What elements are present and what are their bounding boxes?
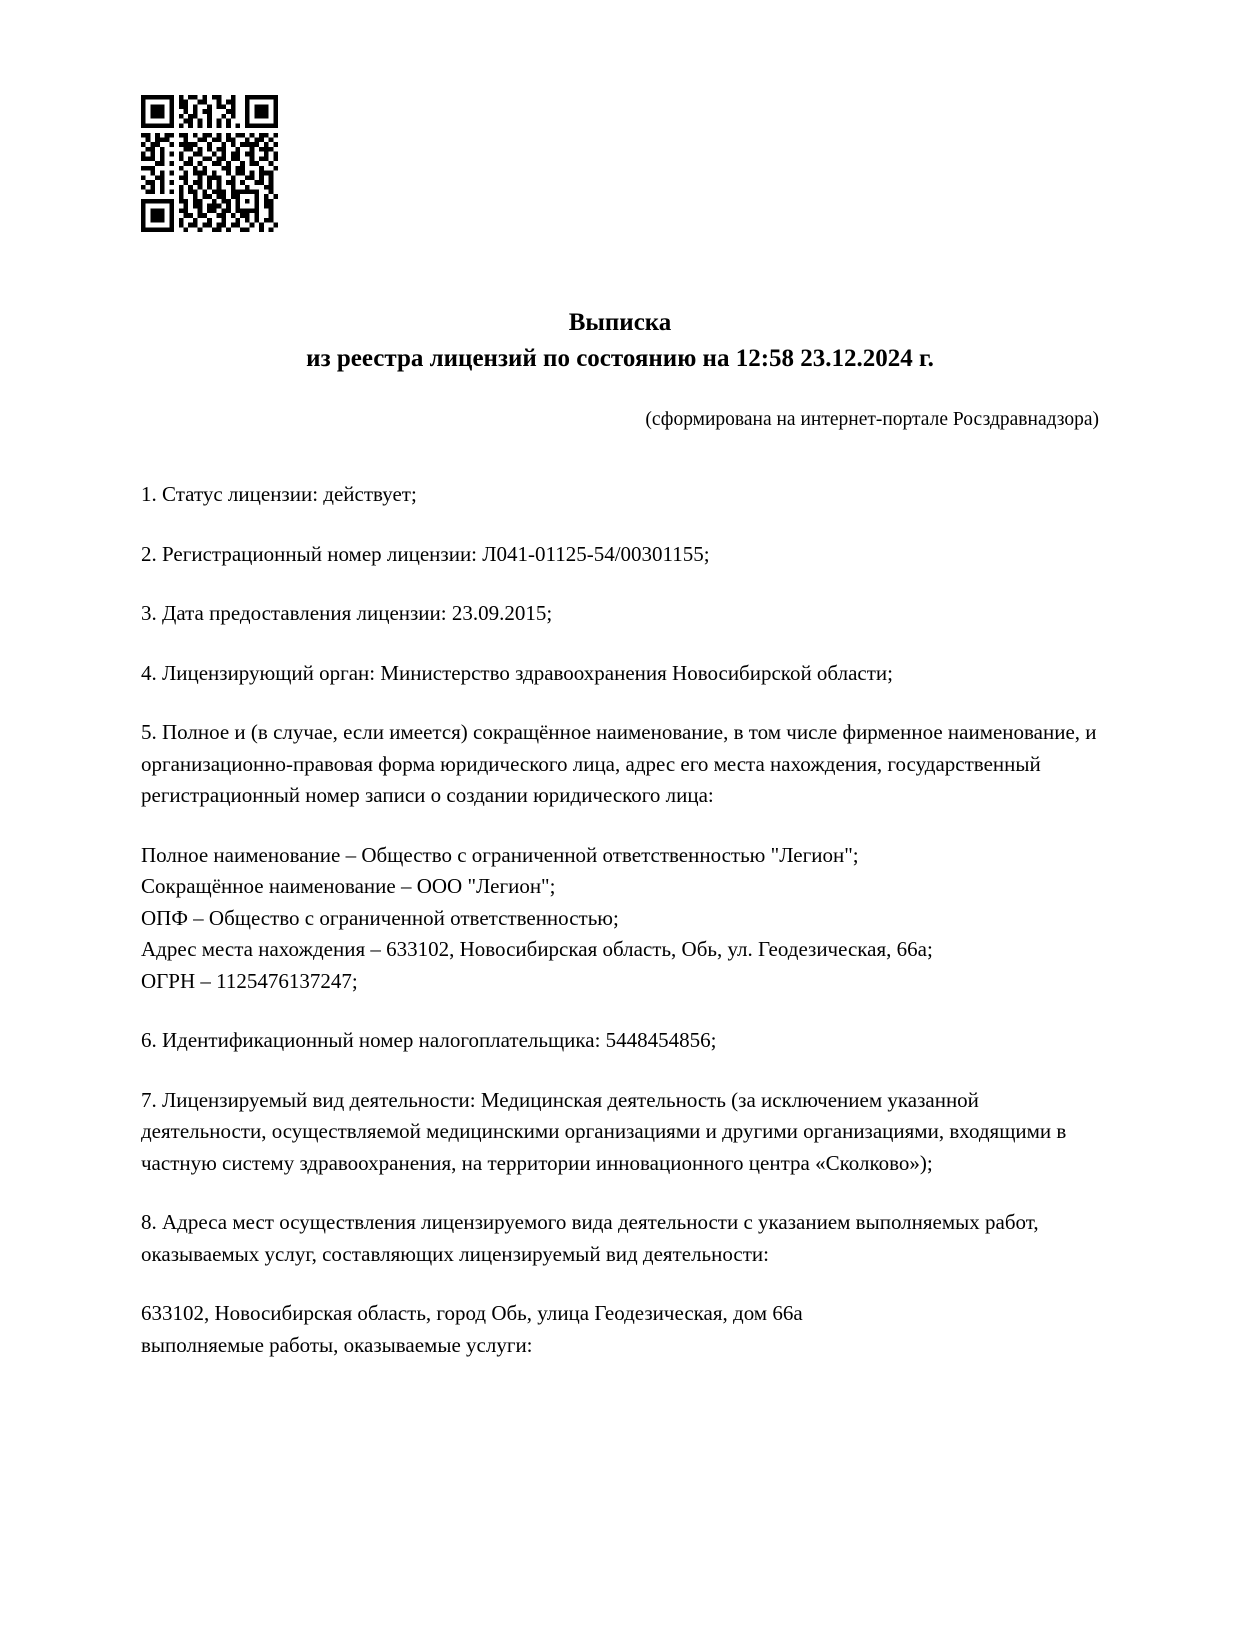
- item-8-activity-addresses: 8. Адреса мест осуществления лицензируемого вида деятельности с указанием выполняемых работ, оказываемых услуг, составляющих лицензируемый вид деятельности:: [141, 1210, 1039, 1266]
- page-title: [141, 305, 1099, 376]
- item-8-details: [141, 1298, 1099, 1361]
- document-content: [141, 305, 1099, 1389]
- entity-full-name: Полное наименование – Общество с ограниченной ответственностью "Легион";: [141, 842, 859, 867]
- activity-address: 633102, Новосибирская область, город Обь, улица Геодезическая, дом 66а: [141, 1301, 803, 1326]
- item-5-details: [141, 840, 1099, 998]
- item-4-licensing-authority: 4. Лицензирующий орган: Министерство здравоохранения Новосибирской области;: [141, 660, 893, 685]
- portal-note: (сформирована на интернет-портале Росздравнадзора): [645, 409, 1099, 430]
- entity-short-name: Сокращённое наименование – ООО "Легион";: [141, 874, 556, 899]
- entity-ogrn: ОГРН – 1125476137247;: [141, 968, 358, 993]
- entity-legal-form: ОПФ – Общество с ограниченной ответственностью;: [141, 905, 619, 930]
- title-line-1: Выписка: [568, 309, 672, 336]
- item-5-entity-info: 5. Полное и (в случае, если имеется) сокращённое наименование, в том числе фирменное наименование, и организационно-правовая форма юридического лица, адрес его места нахождения, государственный регистрационный номер записи о создании юридического лица:: [141, 720, 1097, 808]
- item-6-inn: 6. Идентификационный номер налогоплательщика: 5448454856;: [141, 1028, 717, 1053]
- entity-address: Адрес места нахождения – 633102, Новосибирская область, Обь, ул. Геодезическая, 66а;: [141, 937, 933, 962]
- item-2-registration-number: 2. Регистрационный номер лицензии: Л041-01125-54/00301155;: [141, 541, 710, 566]
- document-body: [141, 479, 1099, 1361]
- item-7-activity-type: 7. Лицензируемый вид деятельности: Медицинская деятельность (за исключением указанной деятельности, осуществляемой медицинскими организациями и другими организациями, входящими в частную систему здравоохранения, на территории инновационного центра «Сколково»);: [141, 1087, 1067, 1175]
- item-3-issue-date: 3. Дата предоставления лицензии: 23.09.2015;: [141, 601, 553, 626]
- title-line-2: из реестра лицензий по состоянию на 12:58 23.12.2024 г.: [306, 344, 934, 372]
- activity-works-header: выполняемые работы, оказываемые услуги:: [141, 1332, 533, 1357]
- item-1-status: 1. Статус лицензии: действует;: [141, 482, 417, 507]
- qr-code-icon: [141, 95, 278, 232]
